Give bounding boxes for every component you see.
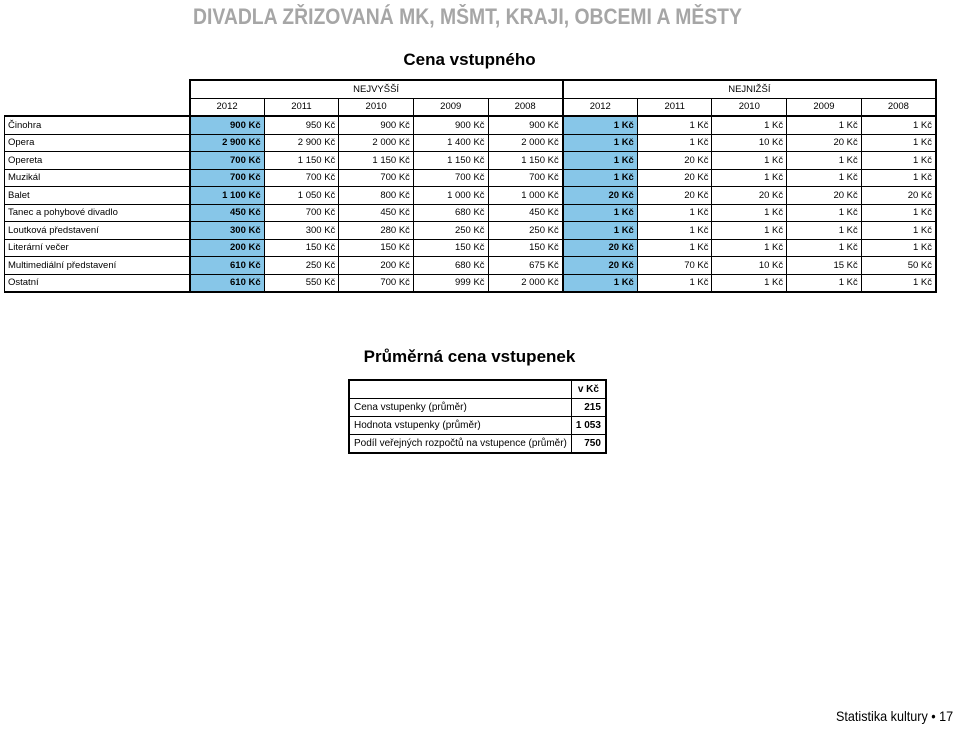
highest-price-cell: 250 Kč (488, 222, 563, 240)
lowest-price-cell: 1 Kč (637, 222, 712, 240)
highest-price-cell: 700 Kč (413, 169, 488, 187)
lowest-price-cell: 1 Kč (861, 152, 936, 170)
ticket-prices-title: Cena vstupného (403, 50, 536, 69)
lowest-price-cell: 1 Kč (712, 204, 787, 222)
table-row (5, 116, 937, 134)
table-row (5, 152, 937, 170)
lowest-price-cell: 1 Kč (787, 169, 862, 187)
lowest-price-cell: 1 Kč (637, 134, 712, 152)
highest-price-cell: 700 Kč (488, 169, 563, 187)
average-row-label: Cena vstupenky (průměr) (349, 399, 571, 417)
row-label: Loutková představení (5, 222, 190, 240)
lowest-price-cell: 1 Kč (712, 152, 787, 170)
row-label: Multimediální představení (5, 257, 190, 275)
lowest-price-cell: 1 Kč (563, 274, 638, 292)
page-title: DIVADLA ZŘIZOVANÁ MK, MŠMT, KRAJI, OBCEMI A MĚSTY (193, 4, 742, 29)
lowest-price-cell: 1 Kč (712, 274, 787, 292)
highest-price-cell: 200 Kč (339, 257, 414, 275)
group-header-highest: NEJVYŠŠÍ (190, 80, 563, 98)
lowest-price-cell: 10 Kč (712, 134, 787, 152)
highest-price-cell: 250 Kč (264, 257, 339, 275)
lowest-price-cell: 20 Kč (787, 187, 862, 205)
table-row (5, 239, 937, 257)
highest-price-cell: 2 900 Kč (190, 134, 265, 152)
highest-price-cell: 999 Kč (413, 274, 488, 292)
lowest-price-cell: 20 Kč (787, 134, 862, 152)
lowest-price-cell: 20 Kč (563, 187, 638, 205)
highest-price-cell: 1 000 Kč (488, 187, 563, 205)
highest-price-cell: 700 Kč (339, 274, 414, 292)
average-row-label: Podíl veřejných rozpočtů na vstupence (průměr) (349, 435, 571, 454)
lowest-price-cell: 1 Kč (712, 222, 787, 240)
year-header-cell: 2010 (712, 98, 787, 116)
table-row (5, 134, 937, 152)
row-label: Tanec a pohybové divadlo (5, 204, 190, 222)
year-header-cell: 2012 (563, 98, 638, 116)
row-label: Opera (5, 134, 190, 152)
highest-price-cell: 1 050 Kč (264, 187, 339, 205)
highest-price-cell: 700 Kč (339, 169, 414, 187)
lowest-price-cell: 1 Kč (637, 239, 712, 257)
average-row-label: Hodnota vstupenky (průměr) (349, 417, 571, 435)
highest-price-cell: 610 Kč (190, 257, 265, 275)
lowest-price-cell: 50 Kč (861, 257, 936, 275)
row-label: Literární večer (5, 239, 190, 257)
highest-price-cell: 2 000 Kč (488, 134, 563, 152)
ticket-prices-body (5, 116, 937, 292)
highest-price-cell: 680 Kč (413, 204, 488, 222)
highest-price-cell: 280 Kč (339, 222, 414, 240)
table-row (5, 187, 937, 205)
year-header-cell: 2011 (264, 98, 339, 116)
lowest-price-cell: 1 Kč (787, 116, 862, 134)
average-row-value: 215 (571, 399, 606, 417)
average-price-body (349, 380, 606, 453)
highest-price-cell: 250 Kč (413, 222, 488, 240)
highest-price-cell: 1 150 Kč (264, 152, 339, 170)
lowest-price-cell: 20 Kč (637, 169, 712, 187)
highest-price-cell: 900 Kč (488, 116, 563, 134)
page-footer: Statistika kultury • 17 (835, 708, 953, 724)
table-row (5, 204, 937, 222)
table-group-header-row (5, 80, 937, 98)
highest-price-cell: 610 Kč (190, 274, 265, 292)
highest-price-cell: 2 900 Kč (264, 134, 339, 152)
highest-price-cell: 1 150 Kč (339, 152, 414, 170)
lowest-price-cell: 1 Kč (563, 134, 638, 152)
year-header-cell: 2009 (787, 98, 862, 116)
table-year-header-row (5, 98, 937, 116)
highest-price-cell: 700 Kč (264, 204, 339, 222)
lowest-price-cell: 20 Kč (563, 239, 638, 257)
lowest-price-cell: 20 Kč (712, 187, 787, 205)
lowest-price-cell: 1 Kč (861, 222, 936, 240)
lowest-price-cell: 1 Kč (563, 169, 638, 187)
highest-price-cell: 1 400 Kč (413, 134, 488, 152)
table-row (5, 257, 937, 275)
lowest-price-cell: 1 Kč (637, 204, 712, 222)
lowest-price-cell: 20 Kč (637, 187, 712, 205)
lowest-price-cell: 1 Kč (861, 169, 936, 187)
table-row (5, 274, 937, 292)
lowest-price-cell: 1 Kč (563, 116, 638, 134)
lowest-price-cell: 1 Kč (861, 116, 936, 134)
average-unit-row (349, 380, 606, 399)
year-header-cell: 2008 (861, 98, 936, 116)
lowest-price-cell: 70 Kč (637, 257, 712, 275)
average-row-value: 750 (571, 435, 606, 454)
highest-price-cell: 150 Kč (264, 239, 339, 257)
highest-price-cell: 900 Kč (413, 116, 488, 134)
highest-price-cell: 700 Kč (264, 169, 339, 187)
average-price-title: Průměrná cena vstupenek (363, 347, 576, 366)
lowest-price-cell: 1 Kč (787, 152, 862, 170)
average-row-value: 1 053 (571, 417, 606, 435)
lowest-price-cell: 1 Kč (637, 274, 712, 292)
highest-price-cell: 700 Kč (190, 169, 265, 187)
year-header-cell: 2009 (413, 98, 488, 116)
highest-price-cell: 680 Kč (413, 257, 488, 275)
highest-price-cell: 550 Kč (264, 274, 339, 292)
lowest-price-cell: 1 Kč (787, 274, 862, 292)
row-label: Balet (5, 187, 190, 205)
highest-price-cell: 2 000 Kč (488, 274, 563, 292)
year-header-cell: 2012 (190, 98, 265, 116)
highest-price-cell: 1 150 Kč (488, 152, 563, 170)
average-row (349, 435, 606, 454)
lowest-price-cell: 1 Kč (787, 222, 862, 240)
highest-price-cell: 150 Kč (488, 239, 563, 257)
lowest-price-cell: 1 Kč (787, 204, 862, 222)
highest-price-cell: 450 Kč (488, 204, 563, 222)
lowest-price-cell: 1 Kč (563, 152, 638, 170)
highest-price-cell: 450 Kč (339, 204, 414, 222)
lowest-price-cell: 1 Kč (861, 239, 936, 257)
lowest-price-cell: 1 Kč (861, 134, 936, 152)
lowest-price-cell: 1 Kč (563, 204, 638, 222)
highest-price-cell: 900 Kč (190, 116, 265, 134)
lowest-price-cell: 1 Kč (787, 239, 862, 257)
table-row (5, 169, 937, 187)
row-label: Muzikál (5, 169, 190, 187)
highest-price-cell: 800 Kč (339, 187, 414, 205)
highest-price-cell: 300 Kč (190, 222, 265, 240)
year-header-cell: 2010 (339, 98, 414, 116)
ticket-prices-table (4, 79, 937, 293)
lowest-price-cell: 1 Kč (712, 116, 787, 134)
highest-price-cell: 950 Kč (264, 116, 339, 134)
highest-price-cell: 2 000 Kč (339, 134, 414, 152)
lowest-price-cell: 1 Kč (637, 116, 712, 134)
row-label: Ostatní (5, 274, 190, 292)
average-row (349, 417, 606, 435)
lowest-price-cell: 1 Kč (563, 222, 638, 240)
highest-price-cell: 300 Kč (264, 222, 339, 240)
highest-price-cell: 200 Kč (190, 239, 265, 257)
lowest-price-cell: 1 Kč (861, 274, 936, 292)
year-header-blank-cell (5, 98, 190, 116)
lowest-price-cell: 20 Kč (637, 152, 712, 170)
highest-price-cell: 700 Kč (190, 152, 265, 170)
row-label: Činohra (5, 116, 190, 134)
lowest-price-cell: 1 Kč (712, 239, 787, 257)
highest-price-cell: 150 Kč (339, 239, 414, 257)
highest-price-cell: 150 Kč (413, 239, 488, 257)
average-unit-blank-cell (349, 380, 571, 399)
highest-price-cell: 675 Kč (488, 257, 563, 275)
highest-price-cell: 1 000 Kč (413, 187, 488, 205)
lowest-price-cell: 15 Kč (787, 257, 862, 275)
table-row (5, 222, 937, 240)
year-header-cell: 2008 (488, 98, 563, 116)
average-unit-label: v Kč (571, 380, 606, 399)
lowest-price-cell: 20 Kč (861, 187, 936, 205)
lowest-price-cell: 20 Kč (563, 257, 638, 275)
average-price-table (348, 379, 607, 454)
lowest-price-cell: 1 Kč (712, 169, 787, 187)
highest-price-cell: 1 100 Kč (190, 187, 265, 205)
header-blank-cell (5, 80, 190, 98)
highest-price-cell: 900 Kč (339, 116, 414, 134)
group-header-lowest: NEJNIŽŠÍ (563, 80, 936, 98)
highest-price-cell: 1 150 Kč (413, 152, 488, 170)
year-header-cell: 2011 (637, 98, 712, 116)
lowest-price-cell: 1 Kč (861, 204, 936, 222)
lowest-price-cell: 10 Kč (712, 257, 787, 275)
average-row (349, 399, 606, 417)
row-label: Opereta (5, 152, 190, 170)
highest-price-cell: 450 Kč (190, 204, 265, 222)
